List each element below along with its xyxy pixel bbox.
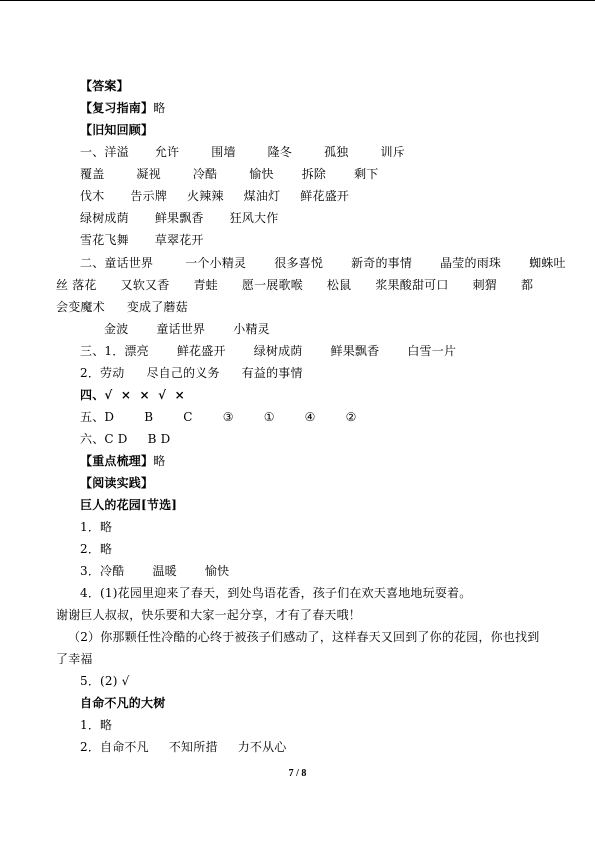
word: 告示牌 [130, 189, 168, 203]
phrase: 松鼠 [326, 278, 352, 292]
old-knowledge-heading: 【旧知回顾】 [80, 123, 154, 137]
answer-line: 4．(1)花园里迎来了春天，到处鸟语花香，孩子们在欢天喜地地玩耍着。 [80, 586, 472, 600]
phrase: 一个小精灵 [185, 256, 247, 270]
phrase: 温暖 [152, 564, 177, 578]
choice: ① [263, 410, 275, 424]
answer-line: （2）你那颗任性冷酷的心终于被孩子们感动了，这样春天又回到了你的花园，你也找到 [68, 630, 540, 644]
answer-line: 1．略 [80, 520, 113, 534]
word: 鲜花盛开 [300, 189, 350, 203]
phrase: 都 [520, 278, 534, 292]
reading-practice-heading: 【阅读实践】 [80, 476, 154, 490]
phrase: 三、1．漂亮 [80, 344, 149, 358]
phrase: 2．劳动 [80, 366, 125, 380]
phrase: 不知所措 [168, 740, 218, 754]
word: 拆除 [301, 167, 327, 181]
phrase: 小精灵 [233, 322, 270, 336]
word: 隆冬 [267, 145, 293, 159]
phrase: 又软又香 [120, 278, 170, 292]
word: 火辣辣 [187, 189, 224, 203]
word: 训斥 [380, 145, 405, 159]
phrase: 2．自命不凡 [80, 740, 149, 754]
section-four-line: 四、√ × × √ × [80, 388, 185, 402]
answer-line: 1．略 [80, 718, 113, 732]
answer-heading: 【答案】 [80, 79, 129, 93]
phrase: 金波 [104, 322, 129, 336]
phrase: 新奇的事情 [351, 256, 413, 270]
section-two-line-2 [56, 274, 533, 296]
word: 围墙 [211, 145, 236, 159]
word: 鲜果飘香 [154, 211, 204, 225]
phrase: 尽自己的义务 [146, 366, 220, 380]
phrase: 很多喜悦 [274, 256, 324, 270]
phrase: 童话世界 [156, 322, 206, 336]
review-guide-value: 略 [153, 101, 166, 115]
word: 绿树成荫 [80, 211, 129, 225]
vocab-line-5 [80, 229, 204, 251]
phrase: 晶莹的雨珠 [440, 256, 502, 270]
phrase: 浆果酸甜可口 [375, 278, 449, 292]
phrase: 会变魔术 [56, 300, 105, 314]
word: 凝视 [136, 167, 161, 181]
phrase: 鲜果飘香 [330, 344, 380, 358]
choice: 五、D [80, 410, 115, 424]
word: 覆盖 [80, 167, 105, 181]
word: 冷酷 [192, 167, 218, 181]
phrase: 有益的事情 [241, 366, 303, 380]
vocab-line-2 [80, 163, 379, 185]
phrase: 愉快 [204, 564, 230, 578]
page-number: 7 / 8 [288, 768, 307, 779]
choice: B [144, 410, 154, 424]
key-points-value: 略 [153, 454, 166, 468]
phrase: 刺猬 [472, 278, 497, 292]
word: 一、洋溢 [80, 145, 129, 159]
answer-line: 2．略 [80, 542, 113, 556]
phrase: 丝 落花 [56, 278, 97, 292]
word: 雪花飞舞 [80, 233, 129, 247]
passage-title-giant-garden: 巨人的花园[节选] [80, 498, 178, 512]
word: 剩下 [354, 167, 379, 181]
choice: C [183, 410, 193, 424]
phrase: 3．冷酷 [80, 564, 125, 578]
section-six-line [80, 428, 171, 450]
section-two-line-3 [56, 296, 188, 318]
phrase: 青蛙 [193, 278, 218, 292]
choice: ② [345, 410, 357, 424]
section-two-line-1 [80, 252, 566, 274]
phrase: 鲜花盛开 [176, 344, 226, 358]
word: 孤独 [324, 145, 349, 159]
section-three-line-2 [80, 362, 303, 384]
review-guide-line [80, 97, 165, 119]
word: 愉快 [249, 167, 274, 181]
section-two-line-4 [104, 318, 270, 340]
phrase: 力不从心 [237, 740, 287, 754]
vocab-line-4 [80, 207, 278, 229]
vocab-line-1 [80, 141, 405, 163]
answer-line: 了幸福 [56, 652, 93, 666]
answer-line: 5．(2) √ [80, 674, 130, 688]
choice: ③ [222, 410, 234, 424]
passage-title-big-tree: 自命不凡的大树 [80, 696, 166, 710]
word: 伐木 [80, 189, 105, 203]
phrase: 愿一展歌喉 [241, 278, 303, 292]
phrase: 二、童话世界 [80, 256, 154, 270]
word: 允许 [154, 145, 180, 159]
key-points-heading: 【重点梳理】 [80, 454, 154, 468]
phrase: 蜘蛛吐 [529, 256, 566, 270]
answer-line [80, 560, 229, 582]
choice: B D [147, 432, 171, 446]
vocab-line-3 [80, 185, 349, 207]
section-five-line [80, 406, 357, 428]
choice: 六、C D [80, 432, 128, 446]
key-points-line [80, 450, 165, 472]
choice: ④ [304, 410, 316, 424]
section-three-line-1 [80, 340, 456, 362]
answer-line: 谢谢巨人叔叔，快乐要和大家一起分享，才有了春天哦！ [56, 608, 362, 622]
phrase: 绿树成荫 [253, 344, 303, 358]
word: 狂风大作 [229, 211, 279, 225]
word: 草翠花开 [154, 233, 204, 247]
phrase: 变成了蘑菇 [126, 300, 188, 314]
phrase: 白雪一片 [407, 344, 457, 358]
answer-line [80, 736, 287, 758]
review-guide-heading: 【复习指南】 [80, 101, 154, 115]
word: 煤油灯 [243, 189, 281, 203]
